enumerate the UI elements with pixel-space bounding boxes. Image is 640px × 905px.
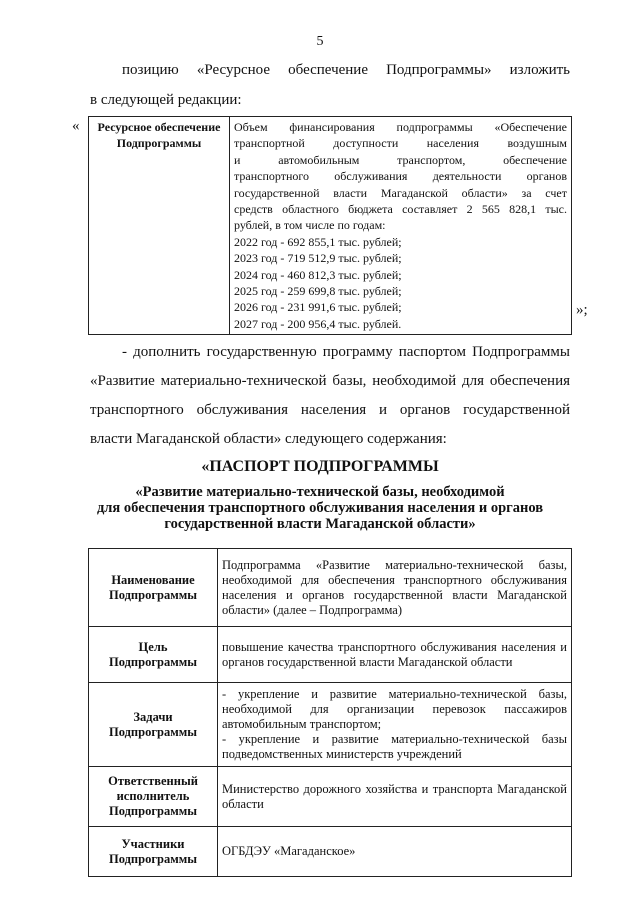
passport-subtitle-line: для обеспечения транспортного обслуживания населения и органов bbox=[96, 500, 544, 516]
passport-row-executor bbox=[89, 767, 572, 827]
passport-subtitle bbox=[60, 484, 580, 532]
resource-year-line: 2026 год - 231 991,6 тыс. рублей; bbox=[234, 300, 402, 315]
resource-intro-line: транспортной доступности населения воздушным bbox=[234, 136, 567, 151]
resource-intro-line: транспортного обслуживания деятельности органов bbox=[234, 169, 567, 184]
resource-year-line: 2022 год - 692 855,1 тыс. рублей; bbox=[234, 234, 402, 249]
resource-label: Ресурсное обеспечение Подпрограммы bbox=[89, 117, 230, 335]
intro-line-1 bbox=[90, 58, 570, 83]
passport-value: Подпрограмма «Развитие материально-технической базы, необходимой для обеспечения транспортного обслуживания населения и органов государственной власти Магаданской области» (далее – Подпрограмма) bbox=[218, 549, 572, 627]
resource-intro-line: государственной власти Магаданской области» за счет bbox=[234, 185, 567, 200]
passport-task: - укрепление и развитие материально-технической базы подведомственных министерств учреждений bbox=[222, 732, 567, 761]
resource-intro-line: Объем финансирования подпрограммы «Обеспечение bbox=[234, 120, 567, 134]
resource-intro-line: средств областного бюджета составляет 2 565 828,1 тыс. bbox=[234, 202, 567, 217]
passport-label: Задачи Подпрограммы bbox=[89, 683, 218, 767]
resource-table bbox=[88, 116, 572, 335]
passport-table bbox=[88, 548, 572, 877]
resource-year-line: 2023 год - 719 512,9 тыс. рублей; bbox=[234, 251, 402, 266]
passport-label: Цель Подпрограммы bbox=[89, 627, 218, 683]
resource-year-line: 2025 год - 259 699,8 тыс. рублей; bbox=[234, 284, 402, 299]
passport-value: повышение качества транспортного обслуживания населения и органов государственной власти Магаданской области bbox=[218, 627, 572, 683]
passport-row-goal bbox=[89, 627, 572, 683]
passport-task: - укрепление и развитие материально-технической базы, необходимой для организации перевозок пассажиров автомобильным транспортом; bbox=[222, 687, 567, 731]
passport-label: Наименование Подпрограммы bbox=[89, 549, 218, 627]
page-number: 5 bbox=[316, 34, 324, 49]
intro-line-2: в следующей редакции: bbox=[90, 92, 242, 108]
passport-subtitle-line: государственной власти Магаданской области» bbox=[164, 516, 476, 532]
resource-value bbox=[230, 117, 572, 335]
resource-year-line: 2024 год - 460 812,3 тыс. рублей; bbox=[234, 267, 402, 282]
passport-value: Министерство дорожного хозяйства и транспорта Магаданской области bbox=[218, 767, 572, 827]
passport-label: Ответственный исполнитель Подпрограммы bbox=[89, 767, 218, 827]
resource-intro-line: рублей, в том числе по годам: bbox=[234, 218, 386, 233]
intro-line-1-text: позицию «Ресурсное обеспечение Подпрограммы» изложить bbox=[122, 62, 570, 78]
passport-title: «ПАСПОРТ ПОДПРОГРАММЫ bbox=[201, 458, 439, 475]
passport-row-name bbox=[89, 549, 572, 627]
supplement-paragraph: - дополнить государственную программу паспортом Подпрограммы «Развитие материально-технической базы, необходимой для обеспечения транспортного обслуживания населения и органов государственной власти Магаданской области» следующего содержания: bbox=[90, 344, 570, 447]
passport-row-participants bbox=[89, 827, 572, 877]
passport-value bbox=[218, 683, 572, 767]
resource-year-line: 2027 год - 200 956,4 тыс. рублей. bbox=[234, 316, 402, 331]
quote-open: « bbox=[72, 118, 80, 134]
passport-subtitle-line: «Развитие материально-технической базы, необходимой bbox=[135, 484, 505, 500]
passport-row-tasks bbox=[89, 683, 572, 767]
passport-label: Участники Подпрограммы bbox=[89, 827, 218, 877]
quote-close: »; bbox=[576, 302, 588, 318]
resource-intro-line: и автомобильным транспортом, обеспечение bbox=[234, 152, 567, 167]
passport-value: ОГБДЭУ «Магаданское» bbox=[218, 827, 572, 877]
